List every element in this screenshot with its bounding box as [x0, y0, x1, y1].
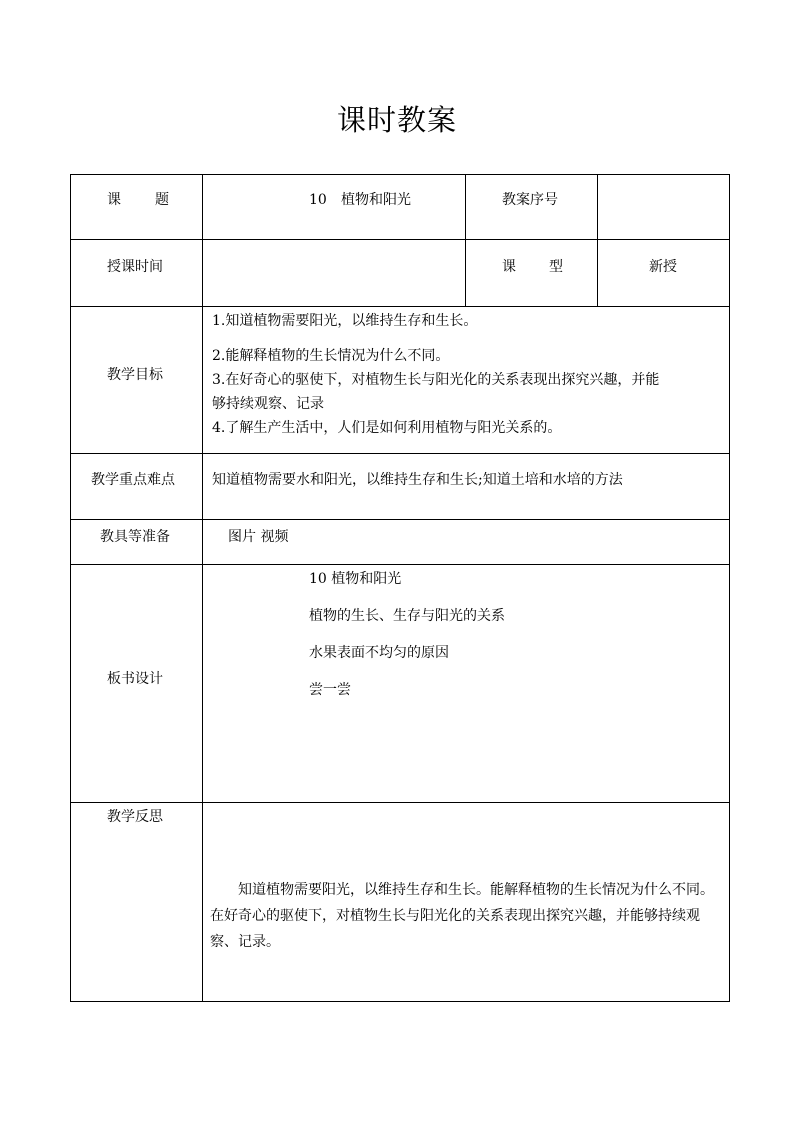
goals-label: 教学目标 [107, 367, 163, 383]
topic-value: 植物和阳光 [341, 192, 411, 208]
goal-item-1: 1.知道植物需要阳光，以维持生存和生长。 [212, 313, 478, 329]
topic-label-char2: 题 [155, 192, 169, 208]
row-divider-3 [70, 453, 730, 454]
goal-item-3-cont: 够持续观察、记录 [212, 396, 324, 412]
type-label-char2: 型 [549, 259, 563, 275]
goal-item-3: 3.在好奇心的驱使下，对植物生长与阳光化的关系表现出探究兴趣，并能 [212, 372, 660, 388]
time-label: 授课时间 [107, 259, 163, 275]
lesson-plan-table [70, 174, 730, 1002]
topic-number: 10 [309, 192, 327, 208]
reflection-text: 知道植物需要阳光，以维持生存和生长。能解释植物的生长情况为什么不同。在好奇心的驱使下，对植物生长与阳光化的关系表现出探究兴趣，并能够持续观察、记录。 [210, 882, 714, 950]
column-divider-3 [465, 174, 466, 307]
row-divider-2 [70, 306, 730, 307]
board-line-3: 水果表面不均匀的原因 [309, 645, 449, 661]
type-value: 新授 [649, 259, 677, 275]
table-border-right [729, 174, 730, 1002]
row-divider-1 [70, 239, 730, 240]
table-border-top [70, 174, 730, 175]
row-divider-5 [70, 564, 730, 565]
goal-item-2: 2.能解释植物的生长情况为什么不同。 [212, 348, 450, 364]
board-line-1: 10 植物和阳光 [309, 571, 402, 587]
key-points-value: 知道植物需要水和阳光，以维持生存和生长;知道土培和水培的方法 [212, 472, 623, 488]
row-divider-6 [70, 802, 730, 803]
type-label-char1: 课 [502, 259, 516, 275]
table-border-left [70, 174, 71, 1002]
board-label: 板书设计 [107, 671, 163, 687]
table-border-bottom [70, 1001, 730, 1002]
label-column-divider [202, 174, 203, 1002]
key-points-label: 教学重点难点 [91, 472, 175, 488]
seq-label: 教案序号 [502, 192, 558, 208]
board-line-2: 植物的生长、生存与阳光的关系 [309, 608, 505, 624]
board-line-4: 尝一尝 [309, 682, 351, 698]
reflection-label: 教学反思 [107, 809, 163, 825]
page-title: 课时教案 [336, 103, 457, 137]
tools-value: 图片 视频 [228, 529, 289, 545]
goal-item-4: 4.了解生产生活中，人们是如何利用植物与阳光关系的。 [212, 420, 562, 436]
topic-label-char1: 课 [107, 192, 121, 208]
row-divider-4 [70, 519, 730, 520]
tools-label: 教具等准备 [100, 529, 170, 545]
column-divider-4 [597, 174, 598, 307]
